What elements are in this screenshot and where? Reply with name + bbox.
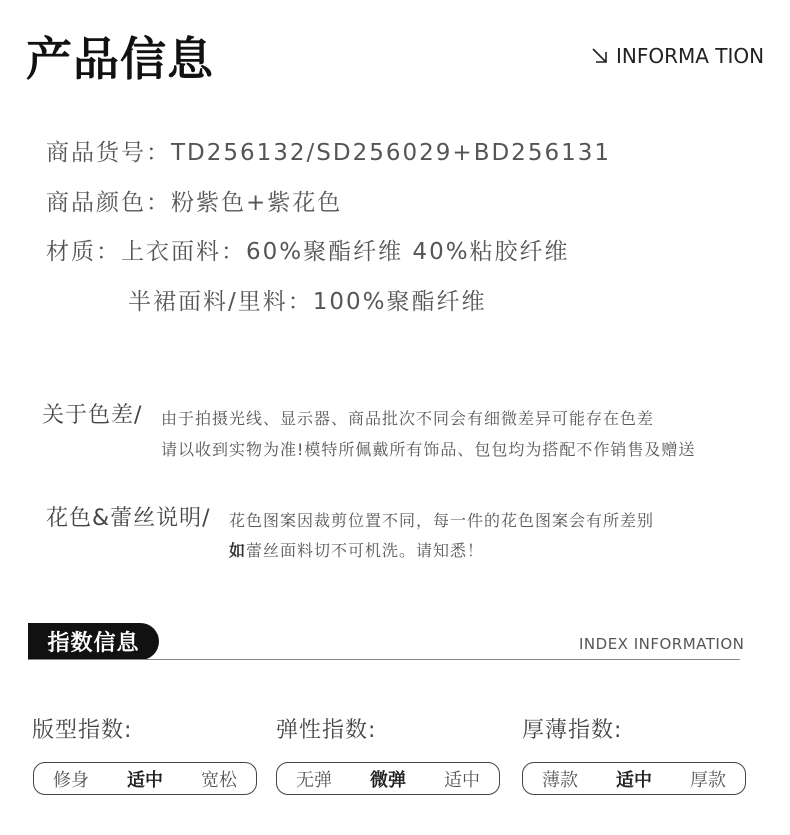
spec-product-color: 商品颜色：粉紫色+紫花色 (46, 190, 343, 216)
arrow-down-right-icon (590, 46, 610, 66)
index-section-title: 指数信息 (28, 623, 159, 660)
spec-product-code: 商品货号：TD256132/SD256029+BD256131 (46, 140, 611, 166)
page-title: 产品信息 (26, 32, 214, 86)
thickness-index-scale (522, 762, 746, 795)
stretch-index-scale (276, 762, 500, 795)
spec-material: 材质：上衣面料：60%聚酯纤维 40%粘胶纤维 (46, 239, 570, 265)
fit-index-label: 版型指数: (32, 718, 133, 743)
lace-note-rest: 蕾丝面料切不可机洗。请知悉！ (246, 541, 485, 560)
scale-option: 宽松 (201, 769, 237, 791)
info-label-text: INFORMA TION (616, 44, 765, 68)
scale-option: 微弹 (370, 769, 406, 791)
lace-note-emphasis: 如 (229, 541, 247, 560)
scale-option: 薄款 (542, 769, 578, 791)
lace-note-text: 花色图案因裁剪位置不同，每一件的花色图案会有所差别 (229, 511, 655, 530)
thickness-index-label: 厚薄指数: (522, 718, 623, 743)
index-section-subtitle: INDEX INFORMATION (579, 635, 745, 653)
scale-option: 适中 (616, 769, 652, 791)
color-diff-text: 请以收到实物为准!模特所佩戴所有饰品、包包均为搭配不作销售及赠送 (161, 440, 696, 459)
scale-option: 无弹 (296, 769, 332, 791)
scale-option: 厚款 (690, 769, 726, 791)
info-label (590, 44, 764, 68)
fit-index-scale (33, 762, 257, 795)
scale-option: 适中 (127, 769, 163, 791)
scale-option: 适中 (444, 769, 480, 791)
spec-skirt-material: 半裙面料/里料：100%聚酯纤维 (128, 289, 487, 315)
divider (28, 659, 740, 660)
scale-option: 修身 (53, 769, 89, 791)
stretch-index-label: 弹性指数: (276, 718, 377, 743)
lace-note-title: 花色&蕾丝说明/ (46, 506, 211, 531)
color-diff-title: 关于色差/ (42, 403, 143, 428)
color-diff-text: 由于拍摄光线、显示器、商品批次不同会有细微差异可能存在色差 (161, 409, 655, 428)
lace-note-text (229, 543, 484, 559)
